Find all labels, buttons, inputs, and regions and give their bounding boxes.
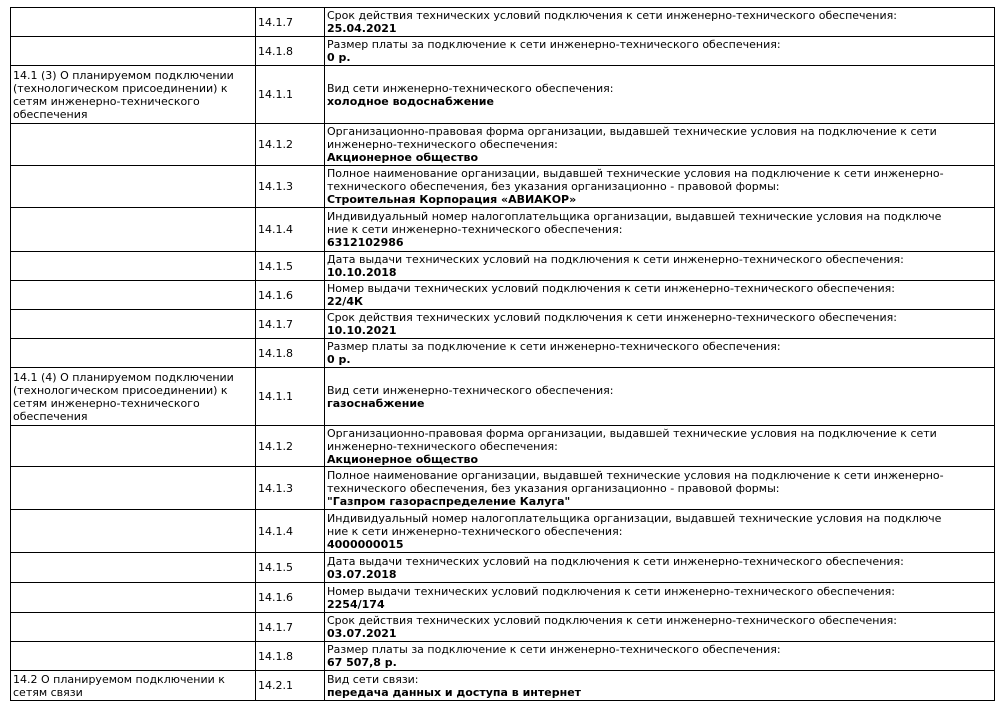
section-title-cell [11,124,256,166]
section-title-cell [11,510,256,553]
item-content-cell [325,467,995,510]
table-row [11,339,995,368]
item-value: передача данных и доступа в интернет [327,685,582,699]
section-title-cell [11,166,256,208]
item-value: холодное водоснабжение [327,94,494,108]
table-row [11,208,995,252]
item-label: Индивидуальный номер налогоплательщика организации, выдавшей технические условия на подключе ние к сети инженерно-технического обеспечения: [327,210,942,236]
item-label: Вид сети инженерно-технического обеспечения: [327,81,614,95]
table-row [11,310,995,339]
item-content-cell [325,510,995,553]
item-content-cell [325,166,995,208]
item-label: Вид сети связи: [327,672,419,686]
section-title-cell: 14.1 (4) О планируемом подключении (технологическом присоединении) к сетям инженерно-технического обеспечения [11,368,256,426]
item-code-cell: 14.1.5 [256,252,325,281]
item-label: Организационно-правовая форма организации, выдавшей технические условия на подключение к сети инженерно-технического обеспечения: [327,125,937,151]
section-title-cell [11,208,256,252]
section-title-cell [11,642,256,671]
table-row [11,37,995,66]
item-label: Размер платы за подключение к сети инженерно-технического обеспечения: [327,340,781,353]
table-row [11,368,995,426]
section-title-cell [11,553,256,583]
section-title-cell [11,339,256,368]
item-code-cell: 14.1.5 [256,553,325,583]
table-row [11,553,995,583]
item-content-cell [325,37,995,66]
item-code-cell: 14.1.1 [256,66,325,124]
section-title-cell [11,37,256,66]
item-value: 67 507,8 р. [327,656,397,669]
item-content-cell [325,8,995,37]
table-row [11,467,995,510]
item-content-cell [325,252,995,281]
item-value: 03.07.2018 [327,567,397,581]
item-label: Срок действия технических условий подключения к сети инженерно-технического обеспечения: [327,311,897,324]
section-title-cell [11,467,256,510]
table-row [11,426,995,467]
item-content-cell [325,339,995,368]
item-label: Полное наименование организации, выдавшей технические условия на подключение к сети инженерно- технического обеспечения, без указания организационно - правовой формы: [327,167,944,193]
item-label: Номер выдачи технических условий подключения к сети инженерно-технического обеспечения: [327,282,895,295]
item-code-cell: 14.1.7 [256,8,325,37]
table-row [11,613,995,642]
item-label: Номер выдачи технических условий подключения к сети инженерно-технического обеспечения: [327,584,895,598]
table-row [11,252,995,281]
item-code-cell: 14.1.4 [256,208,325,252]
item-value: 0 р. [327,51,351,64]
item-content-cell [325,613,995,642]
item-value: 0 р. [327,353,351,366]
item-label: Срок действия технических условий подключения к сети инженерно-технического обеспечения: [327,9,897,22]
item-label: Полное наименование организации, выдавшей технические условия на подключение к сети инженерно- технического обеспечения, без указания организационно - правовой формы: [327,468,944,495]
item-value: 4000000015 [327,537,404,551]
item-code-cell: 14.2.1 [256,671,325,701]
item-code-cell: 14.1.7 [256,310,325,339]
item-content-cell [325,208,995,252]
table-row [11,510,995,553]
item-label: Дата выдачи технических условий на подключения к сети инженерно-технического обеспечения: [327,253,904,266]
item-value: 10.10.2021 [327,324,397,337]
item-value: 03.07.2021 [327,627,397,640]
item-code-cell: 14.1.4 [256,510,325,553]
item-content-cell [325,583,995,613]
item-code-cell: 14.1.3 [256,467,325,510]
item-code-cell: 14.1.3 [256,166,325,208]
item-label: Вид сети инженерно-технического обеспечения: [327,383,614,397]
item-content-cell [325,642,995,671]
item-label: Организационно-правовая форма организации, выдавшей технические условия на подключение к сети инженерно-технического обеспечения: [327,426,937,453]
item-content-cell [325,66,995,124]
item-code-cell: 14.1.1 [256,368,325,426]
item-code-cell: 14.1.6 [256,583,325,613]
item-code-cell: 14.1.2 [256,124,325,166]
table-row [11,8,995,37]
item-value: Строительная Корпорация «АВИАКОР» [327,193,577,206]
item-content-cell [325,671,995,701]
item-label: Размер платы за подключение к сети инженерно-технического обеспечения: [327,643,781,656]
item-code-cell: 14.1.2 [256,426,325,467]
item-value: газоснабжение [327,396,425,410]
table-row [11,124,995,166]
table-body [11,8,995,701]
table-row [11,66,995,124]
section-title-cell [11,310,256,339]
item-code-cell: 14.1.6 [256,281,325,310]
item-label: Индивидуальный номер налогоплательщика организации, выдавшей технические условия на подключе ние к сети инженерно-технического обеспечения: [327,511,942,538]
item-value: 6312102986 [327,236,404,249]
item-content-cell [325,368,995,426]
table-row [11,642,995,671]
item-code-cell: 14.1.8 [256,339,325,368]
item-content-cell [325,124,995,166]
item-value: 2254/174 [327,597,385,611]
section-title-cell [11,8,256,37]
section-title-cell: 14.2 О планируемом подключении к сетям связи [11,671,256,701]
table-row [11,166,995,208]
item-code-cell: 14.1.8 [256,642,325,671]
item-code-cell: 14.1.7 [256,613,325,642]
section-title-cell [11,613,256,642]
declaration-table [10,7,995,701]
item-label: Размер платы за подключение к сети инженерно-технического обеспечения: [327,38,781,51]
table-row [11,583,995,613]
item-value: Акционерное общество [327,151,479,164]
section-title-cell: 14.1 (3) О планируемом подключении (технологическом присоединении) к сетям инженерно-технического обеспечения [11,66,256,124]
item-content-cell [325,426,995,467]
item-content-cell [325,553,995,583]
item-value: 22/4К [327,295,363,308]
section-title-cell [11,281,256,310]
section-title-cell [11,583,256,613]
table-row [11,671,995,701]
table-row [11,281,995,310]
item-value: Акционерное общество [327,452,479,466]
item-content-cell [325,310,995,339]
item-value: "Газпром газораспределение Калуга" [327,494,571,508]
section-title-cell [11,426,256,467]
item-label: Дата выдачи технических условий на подключения к сети инженерно-технического обеспечения: [327,554,904,568]
section-title-cell [11,252,256,281]
item-label: Срок действия технических условий подключения к сети инженерно-технического обеспечения: [327,614,897,627]
item-value: 25.04.2021 [327,22,397,35]
item-content-cell [325,281,995,310]
item-value: 10.10.2018 [327,266,397,279]
item-code-cell: 14.1.8 [256,37,325,66]
